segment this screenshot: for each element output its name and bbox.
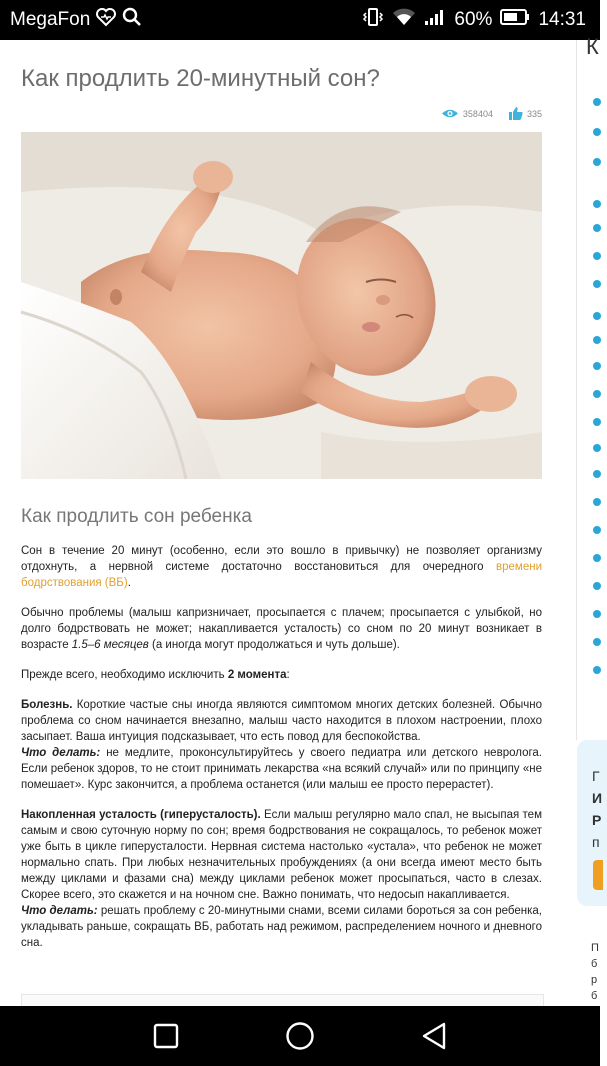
paragraph-text: решать проблему с 20-минутными снами, всеми силами бороться за сон ребенка, укладывать раньше, сокращать ВБ, работать над режимом, распределением ночного и дневного сна. [21, 905, 542, 949]
paragraph-text: . [127, 577, 131, 589]
todo-label: Что делать: [21, 747, 101, 759]
sidebar-bullet[interactable] [593, 418, 601, 426]
sidebar-bullet[interactable] [593, 666, 601, 674]
todo-label: Что делать: [21, 905, 98, 917]
article [21, 40, 542, 951]
sidebar-bullet[interactable] [593, 498, 601, 506]
sidebar-bullet[interactable] [593, 312, 601, 320]
promo-letter: И [592, 790, 603, 806]
web-content[interactable] [0, 34, 603, 1006]
paragraph-text: Короткие частые сны иногда являются симптомом многих детских болезней. Обычно проблема со сном начинается внезапно, малыш часто находится в плохом настроении, плохо засыпает. Ваша интуиция подсказывает, что есть повод для беспокойства. [21, 699, 542, 743]
sidebar-bullet[interactable] [593, 252, 601, 260]
likes-counter[interactable] [509, 107, 542, 122]
sidebar-promo-text [592, 765, 602, 853]
section-subtitle: Как продлить сон ребенка [21, 506, 252, 527]
battery-percent: 60% [454, 9, 493, 30]
recent-apps-button[interactable] [99, 1023, 233, 1049]
promo-letter: п [592, 834, 600, 850]
paragraph-text: не медлите, проконсультируйтесь у своего педиатра или детского невролога. Если ребенок здоров, то не стоит принимать лекарства «на всякий случай» или по принципу «не помешает». Курс закончится, а проблема останется (или малыш ее просто перерастет). [21, 747, 542, 791]
paragraph-text: Если малыш регулярно мало спал, не высыпая тем самым и свою суточную норму по сон; время бодрствования не сокращалось, то ребенок может уже быть в цикле гиперусталости. Нервная система настолько «устала», что ребенок не может нормально спать. При любых незначительных пробуждениях (а они всегда имеют место быть между циклами и фазами сна) между циклами ребенок может просыпаться, часто в слезах. Скорее всего, это скажется и на ночном сне. Важно понимать, что недосып накапливается. [21, 809, 542, 901]
sidebar-bullet[interactable] [593, 336, 601, 344]
status-bar [0, 0, 600, 40]
signal-icon [424, 8, 446, 32]
paragraph-1 [21, 543, 542, 591]
sleeping-baby-photo [21, 132, 542, 479]
sidebar-bullet[interactable] [593, 444, 601, 452]
illness-todo-paragraph [21, 745, 542, 793]
sidebar-bullet[interactable] [593, 158, 601, 166]
eye-icon [441, 108, 459, 121]
sidebar-bullet[interactable] [593, 582, 601, 590]
illness-label: Болезнь. [21, 699, 73, 711]
page-title: Как продлить 20-минутный сон? [21, 65, 380, 92]
paragraph-2 [21, 605, 542, 653]
paragraph-text: Прежде всего, необходимо исключить [21, 669, 228, 681]
bottom-letter: б [591, 990, 598, 1002]
sidebar-bottom-text [591, 940, 599, 1004]
sidebar-bullet[interactable] [593, 526, 601, 534]
sidebar-bullet[interactable] [593, 280, 601, 288]
sidebar-bullet[interactable] [593, 200, 601, 208]
sidebar-bullet[interactable] [593, 224, 601, 232]
carrier-name: MegaFon [10, 9, 91, 30]
sidebar-border [576, 40, 577, 740]
home-button[interactable] [233, 1021, 367, 1051]
bottom-letter: б [591, 958, 598, 970]
sidebar-promo-button[interactable] [593, 860, 603, 890]
thumbs-up-icon[interactable] [509, 107, 523, 122]
bottom-letter: р [591, 974, 598, 986]
paragraph-text: Сон в течение 20 минут (особенно, если это вошло в привычку) не позволяет организму отдохнуть, а нервной системе достаточно восстановиться для очередного [21, 545, 542, 573]
age-range: 1.5–6 месяцев [71, 639, 149, 651]
paragraph-text: (а иногда могут продолжаться и чуть дольше). [148, 639, 400, 651]
fatigue-label: Накопленная усталость (гиперусталость). [21, 809, 261, 821]
health-heart-icon [96, 8, 116, 32]
promo-letter: Р [592, 812, 602, 828]
wifi-icon [392, 8, 416, 32]
views-count: 358404 [462, 109, 493, 119]
likes-count: 335 [526, 109, 542, 119]
article-stats [21, 106, 542, 122]
fatigue-paragraph [21, 807, 542, 903]
sidebar-bullet[interactable] [593, 390, 601, 398]
sidebar-bullet[interactable] [593, 638, 601, 646]
sidebar-bullet[interactable] [593, 128, 601, 136]
views-counter [441, 108, 493, 121]
sidebar-heading: К [586, 34, 599, 59]
vibrate-icon [362, 7, 384, 33]
fatigue-todo-paragraph [21, 903, 542, 951]
bottom-letter: П [591, 942, 599, 954]
baby-illustration [21, 132, 542, 479]
search-icon [122, 7, 142, 33]
circle-icon [285, 1021, 315, 1051]
promo-letter: Г [592, 768, 600, 784]
bold-text: 2 момента [227, 669, 287, 681]
illness-paragraph [21, 697, 542, 745]
sidebar-bullet[interactable] [593, 554, 601, 562]
paragraph-text: Обычно проблемы (малыш капризничает, просыпается с плачем; просыпается с улыбкой, но долго бодрствовать не может; накапливается усталость) со сном по 20 минут возникает в возрасте [21, 607, 542, 651]
back-triangle-icon [421, 1022, 447, 1050]
navigation-bar [0, 1006, 600, 1066]
sidebar-bullet[interactable] [593, 362, 601, 370]
sidebar-bullet[interactable] [593, 98, 601, 106]
sidebar-bullet[interactable] [593, 610, 601, 618]
paragraph-3 [21, 667, 542, 683]
square-icon [153, 1023, 179, 1049]
battery-icon [500, 8, 530, 32]
wake-window-link[interactable]: времени бодрствования (ВБ) [21, 561, 542, 589]
paragraph-text: : [286, 669, 290, 681]
back-button[interactable] [367, 1022, 501, 1050]
clock: 14:31 [538, 9, 586, 30]
sidebar-bullet[interactable] [593, 470, 601, 478]
